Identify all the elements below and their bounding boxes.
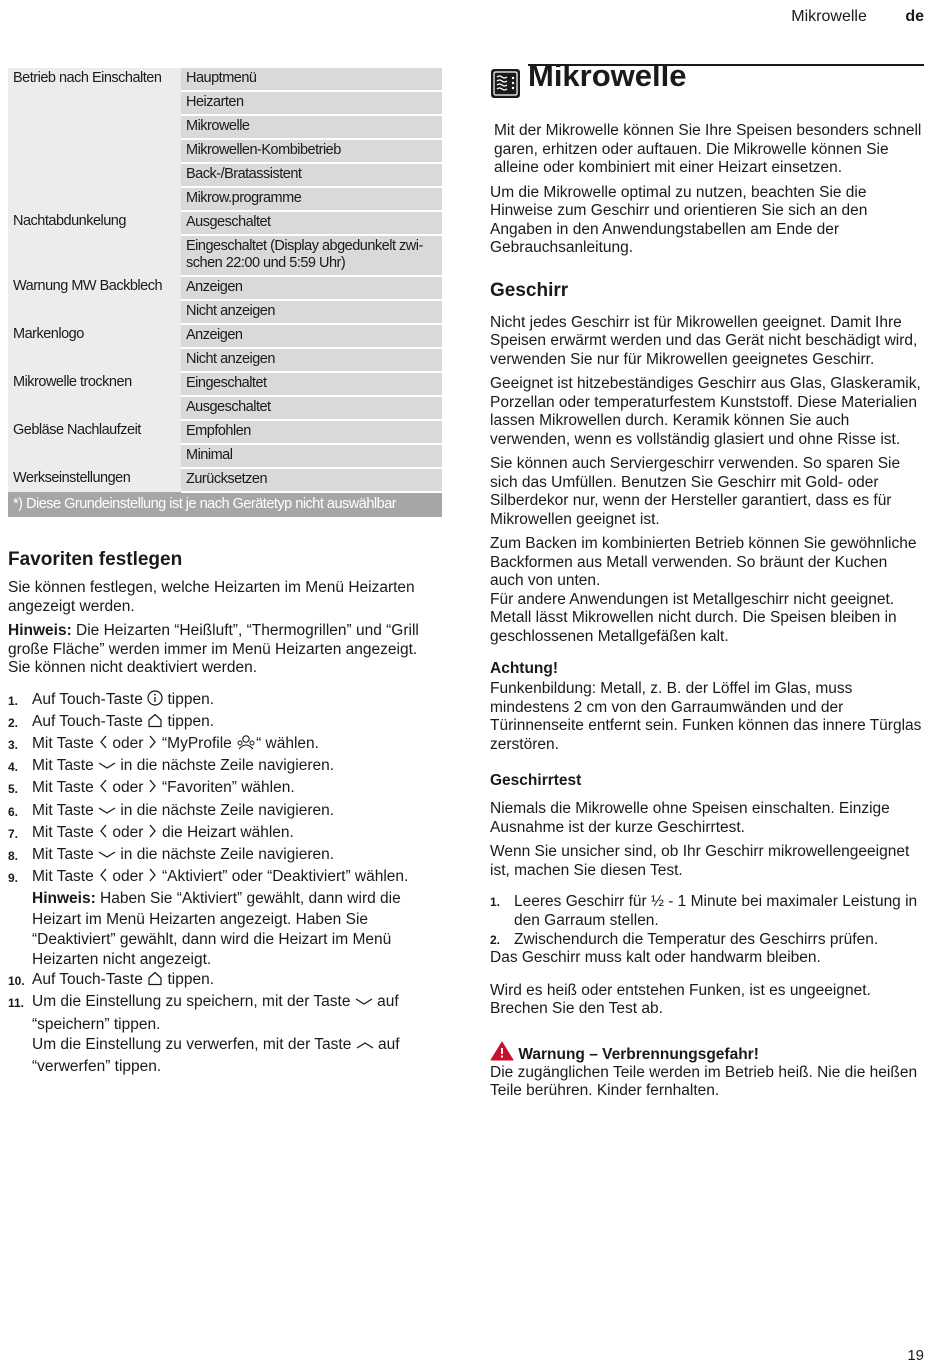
- step-number: 11.: [8, 996, 25, 1011]
- list-item: [8, 845, 442, 867]
- setting-name: Betrieb nach Einschalten: [8, 68, 181, 91]
- step-number: 9.: [8, 871, 19, 886]
- table-row: [8, 420, 442, 444]
- favoriten-note: [8, 622, 442, 678]
- setting-name: Nachtabdunkelung: [8, 211, 181, 235]
- step-text: Mit Taste: [32, 734, 99, 752]
- setting-name: [8, 348, 181, 372]
- step-text: “Favoriten” wählen.: [157, 779, 295, 797]
- table-row: [8, 163, 442, 187]
- setting-value: Nicht anzeigen: [181, 348, 442, 372]
- chevron-right-icon: [148, 867, 158, 889]
- intro-paragraph-2: Um die Mikrowelle optimal zu nutzen, beachten Sie die Hinweise zum Geschirr und orientieren Sie sich an den Angaben in den Anwendungstabellen am Ende der Gebrauchsanleitung.: [490, 183, 868, 256]
- list-item: [8, 690, 442, 712]
- chevron-left-icon: [98, 867, 108, 889]
- step-number: 8.: [8, 848, 19, 863]
- table-row: [8, 324, 442, 348]
- geschirrtest-paragraph-2: Wenn Sie unsicher sind, ob Ihr Geschirr mikrowellengeeignet ist, machen Sie diesen Test.: [490, 843, 910, 879]
- geschirr-heading: Geschirr: [490, 279, 569, 301]
- step-number: 1.: [8, 693, 19, 708]
- list-item: [8, 734, 442, 756]
- step-text: oder: [108, 734, 148, 752]
- setting-name: [8, 300, 181, 324]
- geschirr-paragraph-4a: Zum Backen im kombinierten Betrieb können Sie gewöhnliche Backformen aus Metall verwenden. So bräunt der Kuchen auch von unten.: [490, 535, 917, 589]
- geschirrtest-steps: [490, 892, 924, 949]
- step-text: oder: [108, 823, 148, 841]
- chevron-up-icon: [356, 1037, 374, 1057]
- step-number: 6.: [8, 804, 19, 819]
- home-icon: [147, 970, 163, 992]
- section-title: Mikrowelle: [528, 58, 687, 93]
- step-text: “ wählen.: [256, 734, 319, 752]
- setting-value: Mikrowelle: [181, 115, 442, 139]
- favoriten-intro: Sie können festlegen, welche Heizarten im Menü Heizarten angezeigt werden.: [8, 579, 415, 615]
- step-text: Um die Einstellung zu verwerfen, mit der Taste: [32, 1035, 356, 1053]
- geschirrtest-paragraph-3: Das Geschirr muss kalt oder handwarm bleiben.: [490, 949, 821, 966]
- setting-value: Mikrowellen-Kombibetrieb: [181, 139, 442, 163]
- step-text: Auf Touch-Taste: [32, 971, 148, 989]
- table-row: [8, 115, 442, 139]
- right-column: [490, 58, 924, 1107]
- warning-block: [490, 1041, 924, 1101]
- geschirr-paragraph-3: Sie können auch Serviergeschirr verwenden. So sparen Sie sich das Umfüllen. Benutzen Sie Geschirr mit Gold- oder Silberdekor nur, wenn der Hersteller garantiert, dass es für Mikrowellen geeignet ist.: [490, 455, 901, 528]
- step-text: Mit Taste: [32, 868, 99, 886]
- list-item: [490, 930, 924, 949]
- setting-value: Ausgeschaltet: [181, 396, 442, 420]
- step-text: in die nächste Zeile navigieren.: [116, 801, 335, 819]
- chevron-down-icon: [98, 803, 116, 823]
- step-text: auf “verwerfen” tippen.: [32, 1035, 400, 1075]
- setting-value: Anzeigen: [181, 276, 442, 300]
- setting-name: Markenlogo: [8, 324, 181, 348]
- setting-name: [8, 163, 181, 187]
- warning-text: Die zugänglichen Teile werden im Betrieb heiß. Nie die heißen Teile berühren. Kinder fernhalten.: [490, 1063, 918, 1099]
- table-row: [8, 139, 442, 163]
- chevron-down-icon: [98, 847, 116, 867]
- page-header: [791, 8, 924, 26]
- favoriten-steps: [8, 690, 442, 1078]
- table-footnote-row: [8, 492, 442, 517]
- home-icon: [147, 712, 163, 734]
- table-row: [8, 372, 442, 396]
- geschirrtest-paragraph-4: Wird es heiß oder entstehen Funken, ist es ungeeignet. Brechen Sie den Test ab.: [490, 981, 871, 1017]
- table-footnote: *) Diese Grundeinstellung ist je nach Gerätetyp nicht auswählbar: [8, 492, 442, 517]
- table-row: [8, 235, 442, 276]
- table-row: [8, 396, 442, 420]
- list-item: [8, 712, 442, 734]
- header-language: de: [905, 8, 924, 25]
- setting-value: Mikrow.programme: [181, 187, 442, 211]
- step-text: die Heizart wählen.: [157, 823, 294, 841]
- geschirrtest-paragraph-1: Niemals die Mikrowelle ohne Speisen einschalten. Einzige Ausnahme ist der kurze Geschirrtest.: [490, 800, 890, 836]
- step-number: 4.: [8, 760, 19, 775]
- warning-triangle-icon: [490, 1041, 514, 1061]
- step-number: 7.: [8, 826, 19, 841]
- chevron-right-icon: [148, 734, 158, 756]
- setting-name: Werkseinstellungen: [8, 468, 181, 492]
- intro-paragraph-1: Mit der Mikrowelle können Sie Ihre Speisen besonders schnell garen, erhitzen oder auftauen. Die Mikrowelle können Sie alleine oder kombiniert mit einer Heizart einsetzen.: [494, 122, 922, 176]
- setting-value: Eingeschaltet (Display abgedunkelt zwi-schen 22:00 und 5:59 Uhr): [181, 235, 442, 276]
- step-text: Mit Taste: [32, 801, 99, 819]
- setting-name: [8, 139, 181, 163]
- settings-table: [8, 68, 442, 517]
- step-text: tippen.: [163, 971, 215, 989]
- geschirr-paragraph-4b: Für andere Anwendungen ist Metallgeschirr nicht geeignet. Metall lässt Mikrowellen nicht durch. Die Speisen bleiben in geschlossenen Metallgefäßen kalt.: [490, 590, 897, 645]
- step-text: Leeres Geschirr für ½ - 1 Minute bei maximaler Leistung in den Garraum stellen.: [514, 893, 918, 929]
- setting-value: Ausgeschaltet: [181, 211, 442, 235]
- list-item: [8, 823, 442, 845]
- table-row: [8, 187, 442, 211]
- achtung-heading: Achtung!: [490, 660, 559, 677]
- microwave-icon: [490, 68, 521, 99]
- list-item: [490, 892, 924, 930]
- chevron-right-icon: [148, 778, 158, 800]
- note-label: Hinweis:: [8, 622, 72, 639]
- chevron-down-icon: [98, 758, 116, 778]
- table-row: [8, 300, 442, 324]
- table-row: [8, 91, 442, 115]
- step-number: 3.: [8, 737, 19, 752]
- info-icon: [147, 690, 163, 712]
- page-number: 19: [907, 1347, 924, 1364]
- step-number: 2.: [8, 715, 19, 730]
- setting-value: Zurücksetzen: [181, 468, 442, 492]
- setting-value: Back-/Bratassistent: [181, 163, 442, 187]
- step-text: in die nächste Zeile navigieren.: [116, 845, 335, 863]
- list-item: [8, 801, 442, 823]
- setting-value: Nicht anzeigen: [181, 300, 442, 324]
- step-number: 5.: [8, 782, 19, 797]
- list-item: [8, 867, 442, 970]
- geschirr-paragraph-1: Nicht jedes Geschirr ist für Mikrowellen geeignet. Damit Ihre Speisen erwärmt werden und das Gerät nicht beschädigt wird, verwenden Sie nur für Mikrowellen geeignetes Geschirr.: [490, 313, 918, 368]
- step-number: 2.: [490, 933, 501, 947]
- profile-icon: [236, 734, 256, 756]
- table-row: [8, 276, 442, 300]
- step-text: Zwischendurch die Temperatur des Geschirrs prüfen.: [514, 931, 879, 948]
- setting-name: [8, 396, 181, 420]
- favoriten-heading: Favoriten festlegen: [8, 549, 183, 570]
- setting-name: Mikrowelle trocknen: [8, 372, 181, 396]
- warning-heading: Warnung – Verbrennungsgefahr!: [518, 1045, 759, 1063]
- step-text: Auf Touch-Taste: [32, 712, 148, 730]
- step-text: tippen.: [163, 712, 215, 730]
- step-number: 1.: [490, 895, 501, 909]
- step-text: “MyProfile: [157, 734, 237, 752]
- list-item: [8, 778, 442, 800]
- setting-name: [8, 187, 181, 211]
- setting-name: Warnung MW Backblech: [8, 276, 181, 300]
- geschirrtest-heading: Geschirrtest: [490, 772, 582, 789]
- step-text: in die nächste Zeile navigieren.: [116, 757, 335, 775]
- setting-value: Minimal: [181, 444, 442, 468]
- note-text: Die Heizarten “Heißluft”, “Thermogrillen” und “Grill große Fläche” werden immer im Menü Heizarten angezeigt. Sie können nicht deaktiviert werden.: [8, 622, 419, 676]
- setting-value: Empfohlen: [181, 420, 442, 444]
- table-row: [8, 468, 442, 492]
- table-row: [8, 444, 442, 468]
- list-item: [8, 970, 442, 992]
- step-text: Mit Taste: [32, 823, 99, 841]
- setting-value: Eingeschaltet: [181, 372, 442, 396]
- step-text: tippen.: [163, 690, 215, 708]
- step-text: Mit Taste: [32, 779, 99, 797]
- chevron-left-icon: [98, 823, 108, 845]
- chevron-left-icon: [98, 734, 108, 756]
- step-text: Mit Taste: [32, 757, 99, 775]
- step-text: Mit Taste: [32, 845, 99, 863]
- chevron-left-icon: [98, 778, 108, 800]
- step-number: 10.: [8, 974, 25, 989]
- step-text: Um die Einstellung zu speichern, mit der Taste: [32, 993, 355, 1011]
- note-label: Hinweis:: [32, 890, 96, 908]
- table-row: [8, 348, 442, 372]
- chevron-right-icon: [148, 823, 158, 845]
- step-text: auf “speichern” tippen.: [32, 993, 399, 1033]
- achtung-text: Funkenbildung: Metall, z. B. der Löffel im Glas, muss mindestens 2 cm von den Garraumwänden und der Türinnenseite entfernt sein. Funken können das innere Türglas zerstören.: [490, 680, 922, 753]
- step-text: “Aktiviert” oder “Deaktiviert” wählen.: [157, 868, 409, 886]
- step-extra: [32, 1035, 442, 1077]
- setting-value: Anzeigen: [181, 324, 442, 348]
- left-column: [8, 68, 442, 1077]
- list-item: [8, 756, 442, 778]
- step-text: Auf Touch-Taste: [32, 690, 148, 708]
- setting-name: [8, 91, 181, 115]
- setting-name: [8, 235, 181, 276]
- setting-name: [8, 444, 181, 468]
- step-text: oder: [108, 779, 148, 797]
- warning-heading-row: [490, 1041, 924, 1064]
- table-row: [8, 68, 442, 91]
- chevron-down-icon: [355, 994, 373, 1014]
- setting-value: Heizarten: [181, 91, 442, 115]
- setting-name: [8, 115, 181, 139]
- step-note: [32, 889, 442, 970]
- header-section: Mikrowelle: [791, 8, 867, 25]
- list-item: [8, 992, 442, 1077]
- step-text: oder: [108, 868, 148, 886]
- note-text: Haben Sie “Aktiviert” gewählt, dann wird die Heizart im Menü Heizarten angezeigt. Haben Sie “Deaktiviert” gewählt, dann wird die Heizart im Menü Heizarten nicht angezeigt.: [32, 890, 401, 968]
- table-row: [8, 211, 442, 235]
- setting-value: Hauptmenü: [181, 68, 442, 91]
- setting-name: Gebläse Nachlaufzeit: [8, 420, 181, 444]
- geschirr-paragraph-2: Geeignet ist hitzebeständiges Geschirr aus Glas, Glaskeramik, Porzellan oder temperaturfestem Kunststoff. Diese Materialien lassen Mikrowellen durch. Keramik können Sie auch verwenden, wenn es vollständig glasiert und ohne Risse ist.: [490, 375, 921, 448]
